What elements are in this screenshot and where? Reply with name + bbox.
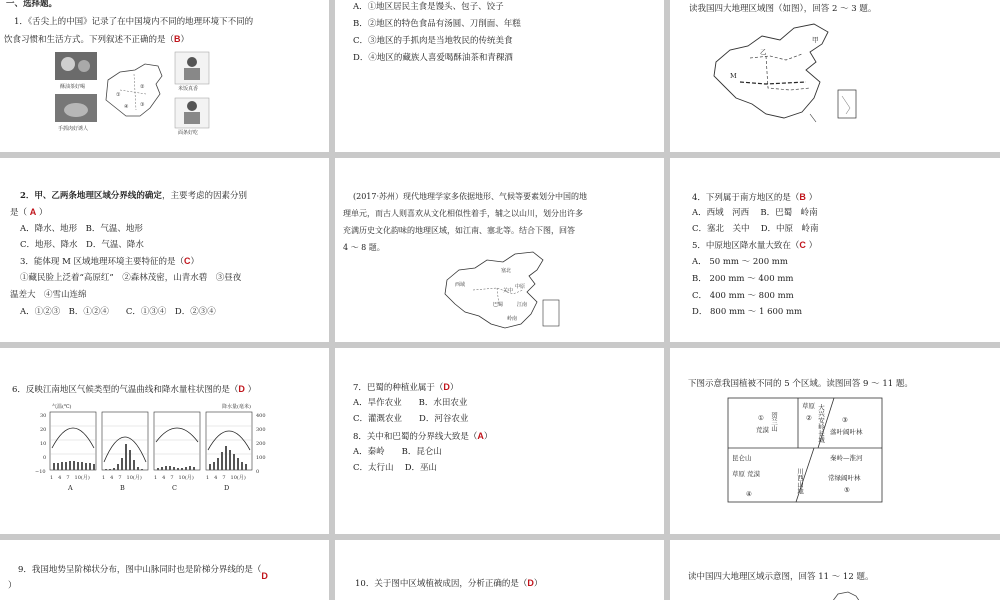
img-caption-3: 米饭真香 [178,86,199,92]
region-lingnan: 岭南 [507,316,518,322]
q10-close: ） [533,579,543,589]
map-label-m: M [730,72,737,80]
q7-options-ab: A．旱作农业 B．水田农业 [353,398,468,408]
img-caption-4: 面条好吃 [178,130,199,136]
map-label-yi: 乙 [760,48,767,56]
right-tick-400: 400 [256,413,266,419]
q9-answer: D [261,571,268,581]
q5-stem: 5．中原地区降水量大致在（ [692,241,800,251]
q3-line2: ①藏民脸上泛着“高原红” ②森林茂密，山青水碧 ③昼夜 [20,273,242,283]
q2-answer: A [29,207,37,217]
q5-answer: C [799,240,806,250]
q3-line1 [20,253,199,270]
zone-3-vegetation: 落叶阔叶林 [830,428,863,436]
zone-3-number: ③ [842,416,848,424]
climate-charts [32,400,272,492]
panel-label-c: C [172,484,177,492]
q4-line [692,189,817,206]
panel-label-a: A [68,484,73,492]
q2-line1 [20,188,247,204]
q4-answer: B [799,192,806,202]
q3-answer: C [184,256,191,266]
q8-close: ） [483,432,493,442]
map-num-4: ④ [124,104,129,110]
china-outline [714,24,828,118]
passage-line3: 充满历史文化韵味的地理区域，如江南、塞北等。结合下图，回答 [343,226,575,235]
img-caption-2: 手抓肉好诱人 [58,126,89,132]
zone-4-number: ④ [746,490,752,498]
q1-line1: 1．《舌尖上的中国》记录了在中国境内不同的地理环境下不同的 [14,17,254,27]
panel-label-d: D [224,484,230,492]
slide-8[interactable] [335,348,664,534]
q6-answer: D [238,384,245,394]
vegetation-zones-diagram [726,396,886,504]
q2-line2 [10,204,47,221]
zone-2-number: ② [806,414,812,422]
q4-options-ab: A．西域 河西 B．巴蜀 岭南 [692,208,818,218]
passage-line2: 理单元，而古人则喜欢从文化相似性着手，辅之以山川，划分出许多 [343,209,583,218]
slide-5[interactable] [335,158,664,342]
month-ticks-c: 1 4 7 10(月) [154,475,194,481]
q7-options-cd: C．灌溉农业 D．河谷农业 [353,414,469,424]
section-title: 一、选择题。 [6,0,58,9]
q1-illustration [50,50,250,142]
q8-options-cd: C．太行山 D．巫山 [353,463,438,473]
month-ticks-b: 1 4 7 10(月) [102,475,142,481]
slide-1[interactable] [0,0,329,152]
slide-4[interactable] [0,158,329,342]
q9-close: ） [8,581,17,591]
q8-stem: 8．关中和巴蜀的分界线大致是（ [353,432,478,442]
q3-stem: 3．能体现 M 区域地理环境主要特征的是（ [20,257,185,267]
right-axis-title: 降水量(毫米) [222,404,251,410]
region-xiyu: 西域 [455,282,466,288]
kunlun-label: 昆仑山 [732,454,752,462]
q9-11-intro: 下图示意我国植被不同的 5 个区域。读图回答 9 ～ 11 题。 [688,379,913,389]
q8-answer: A [477,431,484,441]
regions-map-partial [828,588,868,600]
region-zhongyuan: 中原 [515,284,526,290]
q4-options-cd: C．塞北 关中 D．中原 岭南 [692,224,819,234]
panel-label-b: B [120,484,125,492]
q2-stem-rest: ，主要考虑的因素分别 [161,191,247,201]
q8-options-ab: A．秦岭 B．昆仑山 [353,447,442,457]
south-sea-inset-2 [543,300,559,326]
passage-line1: (2017·苏州）现代地理学家多依据地形、气候等要素划分中国的地 [353,192,588,201]
q1-option-c: C．③地区的手抓肉是当地牧民的传统美食 [353,36,513,46]
slide-7[interactable] [0,348,329,534]
region-jiangnan: 江南 [517,302,528,308]
q7-close: ） [449,383,459,393]
q8-line [353,428,492,445]
q6-line [12,381,256,398]
q6-close: ） [247,385,257,395]
cultural-regions-map [443,250,563,332]
q2-options-cd: C．地形、降水 D．气温、降水 [20,240,144,250]
q7-answer: D [443,382,450,392]
right-tick-0: 0 [256,469,260,475]
map-num-2: ② [140,84,145,90]
q2-3-intro: 读我国四大地理区域图（如图），回答 2 ～ 3 题。 [689,4,877,14]
right-axis-ticks [256,413,266,475]
daxinganling-label: 大兴安岭长城 [817,404,825,443]
q10-answer: D [527,578,534,588]
q1-option-b: B．②地区的特色食品有汤圆、刀削面、年糕 [353,19,521,29]
month-ticks-d: 1 4 7 10(月) [206,475,246,481]
slide-11[interactable] [335,540,664,600]
zone-5-vegetation: 常绿阔叶林 [828,474,861,482]
panel-d [206,412,252,492]
right-tick-200: 200 [256,441,266,447]
map-num-3: ③ [140,102,145,108]
helanshan-label: 贺兰山 [770,412,778,432]
q1-option-d: D．④地区的藏族人喜爱喝酥油茶和青稞酒 [353,53,513,63]
q4-stem: 4．下列属于南方地区的是（ [692,193,800,203]
q5-option-b: B． 200 mm ～ 400 mm [692,274,794,284]
map-label-jia: 甲 [812,36,819,44]
slide-6[interactable] [670,158,1000,342]
region-saibei: 塞北 [501,268,512,274]
left-tick-20: 20 [40,427,47,433]
slide-2[interactable] [335,0,664,152]
q3-options: A．①②③ B．①②④ C．①③④ D．②③④ [20,307,216,317]
q5-close: ） [808,241,818,251]
region-bashu: 巴蜀 [493,302,504,308]
q9-stem: 9．我国地势呈阶梯状分布，图中山脉同时也是阶梯分界线的是（ [18,565,262,575]
zone-5-number: ⑤ [844,486,850,494]
q10-line [355,575,542,592]
q1-line2 [4,31,189,48]
q9-line1 [18,561,268,581]
q1-answer: B [174,34,181,44]
south-sea-inset [838,90,856,118]
qinling-huaihe-label: 秦岭—淮河 [830,454,863,462]
q2-close: ） [38,208,48,218]
panel-b [102,412,148,492]
panel-c [154,412,200,492]
panel-a [50,412,96,492]
img-caption-1: 酥油茶好喝 [60,84,86,90]
q3-close: ） [190,257,200,267]
q10-stem: 10．关于图中区域植被成因，分析正确的是（ [355,579,528,589]
right-tick-100: 100 [256,455,266,461]
q2-number: 2． [20,191,35,201]
left-axis-ticks [35,413,46,475]
q5-option-d: D． 800 mm ～ 1 600 mm [692,307,803,317]
chuanxi-label: 川西山地 [796,468,804,494]
grassland-label: 草原 [802,402,815,410]
q7-line [353,379,458,396]
left-tick-0: 0 [43,455,47,461]
month-ticks-a: 1 4 7 10(月) [50,475,90,481]
q11-12-intro: 读中国四大地理区域示意图，回答 11 ～ 12 题。 [688,572,874,582]
q2-options-ab: A．降水、地形 B．气温、地形 [20,224,143,234]
slide-3[interactable] [670,0,1000,152]
china-outline-small [106,64,162,116]
china-outline-2 [445,252,543,328]
q1-option-a: A．①地区居民主食是馒头、包子、饺子 [353,2,504,12]
passage-line4: 4 ～ 8 题。 [343,243,385,252]
left-axis-title: 气温(℃) [52,404,72,410]
q7-stem: 7．巴蜀的种植业属于（ [353,383,444,393]
q3-line3: 温差大 ④雪山连绵 [10,290,87,300]
q1-text: 饮食习惯和生活方式。下列叙述不正确的是（ [4,35,175,45]
zone-1-vegetation: 荒漠 [756,426,769,434]
zone-4-vegetation: 草原 荒漠 [732,470,761,478]
left-tick-10: 10 [40,441,47,447]
zone-1-number: ① [758,414,764,422]
q1-close: ） [180,35,190,45]
q5-option-a: A． 50 mm ～ 200 mm [692,257,788,267]
q2-stem-end: 是（ [10,208,28,218]
left-tick-neg10: −10 [35,469,46,475]
left-tick-30: 30 [40,413,47,419]
slide-12[interactable] [670,540,1000,600]
q4-close: ） [808,193,818,203]
map-num-1: ① [116,92,121,98]
q5-line [692,237,817,254]
four-regions-map [710,18,860,130]
q6-stem: 6．反映江南地区气候类型的气温曲线和降水量柱状图的是（ [12,385,239,395]
q2-stem-bold: 甲、乙两条地理区域分界线的确定 [34,191,162,201]
slide-10[interactable] [0,540,329,600]
q5-option-c: C． 400 mm ～ 800 mm [692,291,794,301]
right-tick-300: 300 [256,427,266,433]
slide-9[interactable] [670,348,1000,534]
region-guanzhong: 关中 [503,288,514,294]
